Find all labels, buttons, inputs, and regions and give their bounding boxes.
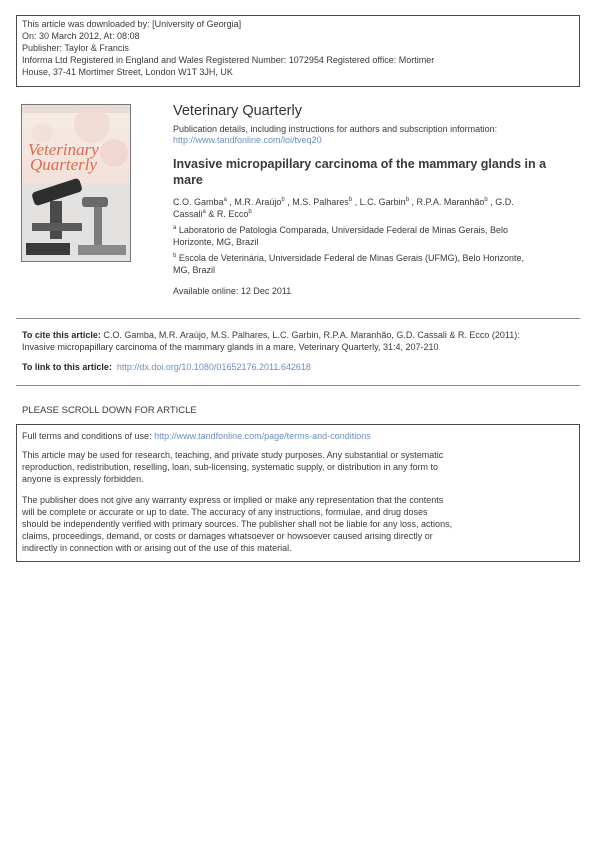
authors-line: Cassali$^a$ & R. Ecco$^b$ [173, 209, 252, 219]
citation-text: C.O. Gamba, M.R. Araújo, M.S. Palhares, L.C. Garbin, R.P.A. Maranhão, G.D. Cassali & R. Ecco (2011): [103, 330, 520, 340]
journal-title: Veterinary Quarterly [173, 103, 302, 119]
author-affil-sup: b [405, 197, 410, 203]
affiliation-b [173, 253, 524, 265]
scroll-note: PLEASE SCROLL DOWN FOR ARTICLE [22, 405, 197, 416]
download-notice-line: On: 30 March 2012, At: 08:08 [22, 31, 140, 41]
terms-paragraph-line: reproduction, redistribution, reselling, loan, sub-licensing, systematic supply, or distribution in any form to [22, 462, 439, 472]
terms-paragraph-line: anyone is expressly forbidden. [22, 474, 144, 484]
doi-link[interactable]: http://dx.doi.org/10.1080/01652176.2011.642618 [116, 362, 311, 372]
affiliation-text: Laboratorio de Patologia Comparada, Universidade Federal de Minas Gerais, Belo [178, 225, 509, 235]
author-affil-sup: b [484, 197, 488, 203]
terms-paragraph-line: should be independently verified with primary sources. The publisher shall not be liable for any loss, actions, [22, 519, 453, 529]
publication-details: Publication details, including instructions for authors and subscription information: [173, 124, 498, 134]
author-name: Cassali [173, 209, 203, 219]
divider [16, 385, 580, 386]
author-affil-sup: b [248, 209, 252, 215]
divider [16, 318, 580, 319]
affiliation-text: Escola de Veterinária, Universidade Federal de Minas Gerais (UFMG), Belo Horizonte, [178, 253, 525, 263]
author-name: L.C. Garbin [359, 197, 406, 207]
terms-paragraph-line: This article may be used for research, teaching, and private study purposes. Any substantial or systematic [22, 450, 444, 460]
journal-cover-image [21, 104, 131, 262]
terms-link[interactable]: http://www.tandfonline.com/page/terms-and-conditions [154, 431, 371, 441]
download-notice-line: Informa Ltd Registered in England and Wales Registered Number: 1072954 Registered office: Mortimer [22, 55, 435, 65]
authors-line: C.O. Gamba$^a$ , M.R. Araújo$^b$ , M.S. Palhares$^b$ , L.C. Garbin$^b$ , R.P.A. Maranhão$^b$ , G.D. [173, 197, 514, 207]
author-affil-sup: a [223, 197, 227, 203]
citation-line: Invasive micropapillary carcinoma of the mammary glands in a mare, Veterinary Quarterly, 31:4, 207-210 [22, 342, 439, 352]
affiliation-a [173, 225, 508, 237]
affil-sup: b [173, 253, 177, 259]
author-affil-sup: b [281, 197, 285, 203]
doi-label: To link to this article: [22, 362, 112, 372]
doi-line [22, 362, 311, 374]
download-notice-box [16, 15, 580, 87]
journal-link[interactable]: http://www.tandfonline.com/loi/tveq20 [173, 135, 322, 145]
affil-sup: a [173, 225, 177, 231]
author-name: R. Ecco [216, 209, 249, 219]
citation-line [22, 330, 520, 342]
author-affil-sup: b [348, 197, 353, 203]
affiliation-a-cont: Horizonte, MG, Brazil [173, 237, 259, 247]
cover-title-1: Veterinary [28, 140, 99, 159]
download-notice-line: House, 37-41 Mortimer Street, London W1T 3JH, UK [22, 67, 233, 77]
terms-box [16, 424, 580, 562]
author-name: C.O. Gamba [173, 197, 224, 207]
author-name: G.D. [495, 197, 514, 207]
terms-label: Full terms and conditions of use: [22, 431, 152, 441]
terms-paragraph-line: will be complete or accurate or up to date. The accuracy of any instructions, formulae, and drug doses [22, 507, 428, 517]
terms-paragraph-line: The publisher does not give any warranty express or implied or make any representation that the contents [22, 495, 444, 505]
author-name: M.S. Palhares [292, 197, 349, 207]
citation-label: To cite this article: [22, 330, 101, 340]
terms-paragraph-line: indirectly in connection with or arising out of the use of this material. [22, 543, 292, 553]
download-notice-line: This article was downloaded by: [University of Georgia] [22, 19, 242, 29]
terms-line [22, 431, 371, 443]
author-affil-sup: a [202, 209, 206, 215]
cover-title-2: Quarterly [30, 155, 98, 174]
terms-paragraph-line: claims, proceedings, demand, or costs or damages whatsoever or howsoever caused arising directly or [22, 531, 433, 541]
cover-art [22, 105, 130, 261]
author-name: R.P.A. Maranhão [416, 197, 485, 207]
affiliation-b-cont: MG, Brazil [173, 265, 216, 275]
author-name: M.R. Araújo [234, 197, 282, 207]
article-title: Invasive micropapillary carcinoma of the mammary glands in a mare [173, 157, 547, 187]
available-online: Available online: 12 Dec 2011 [173, 286, 292, 296]
download-notice-line: Publisher: Taylor & Francis [22, 43, 129, 53]
